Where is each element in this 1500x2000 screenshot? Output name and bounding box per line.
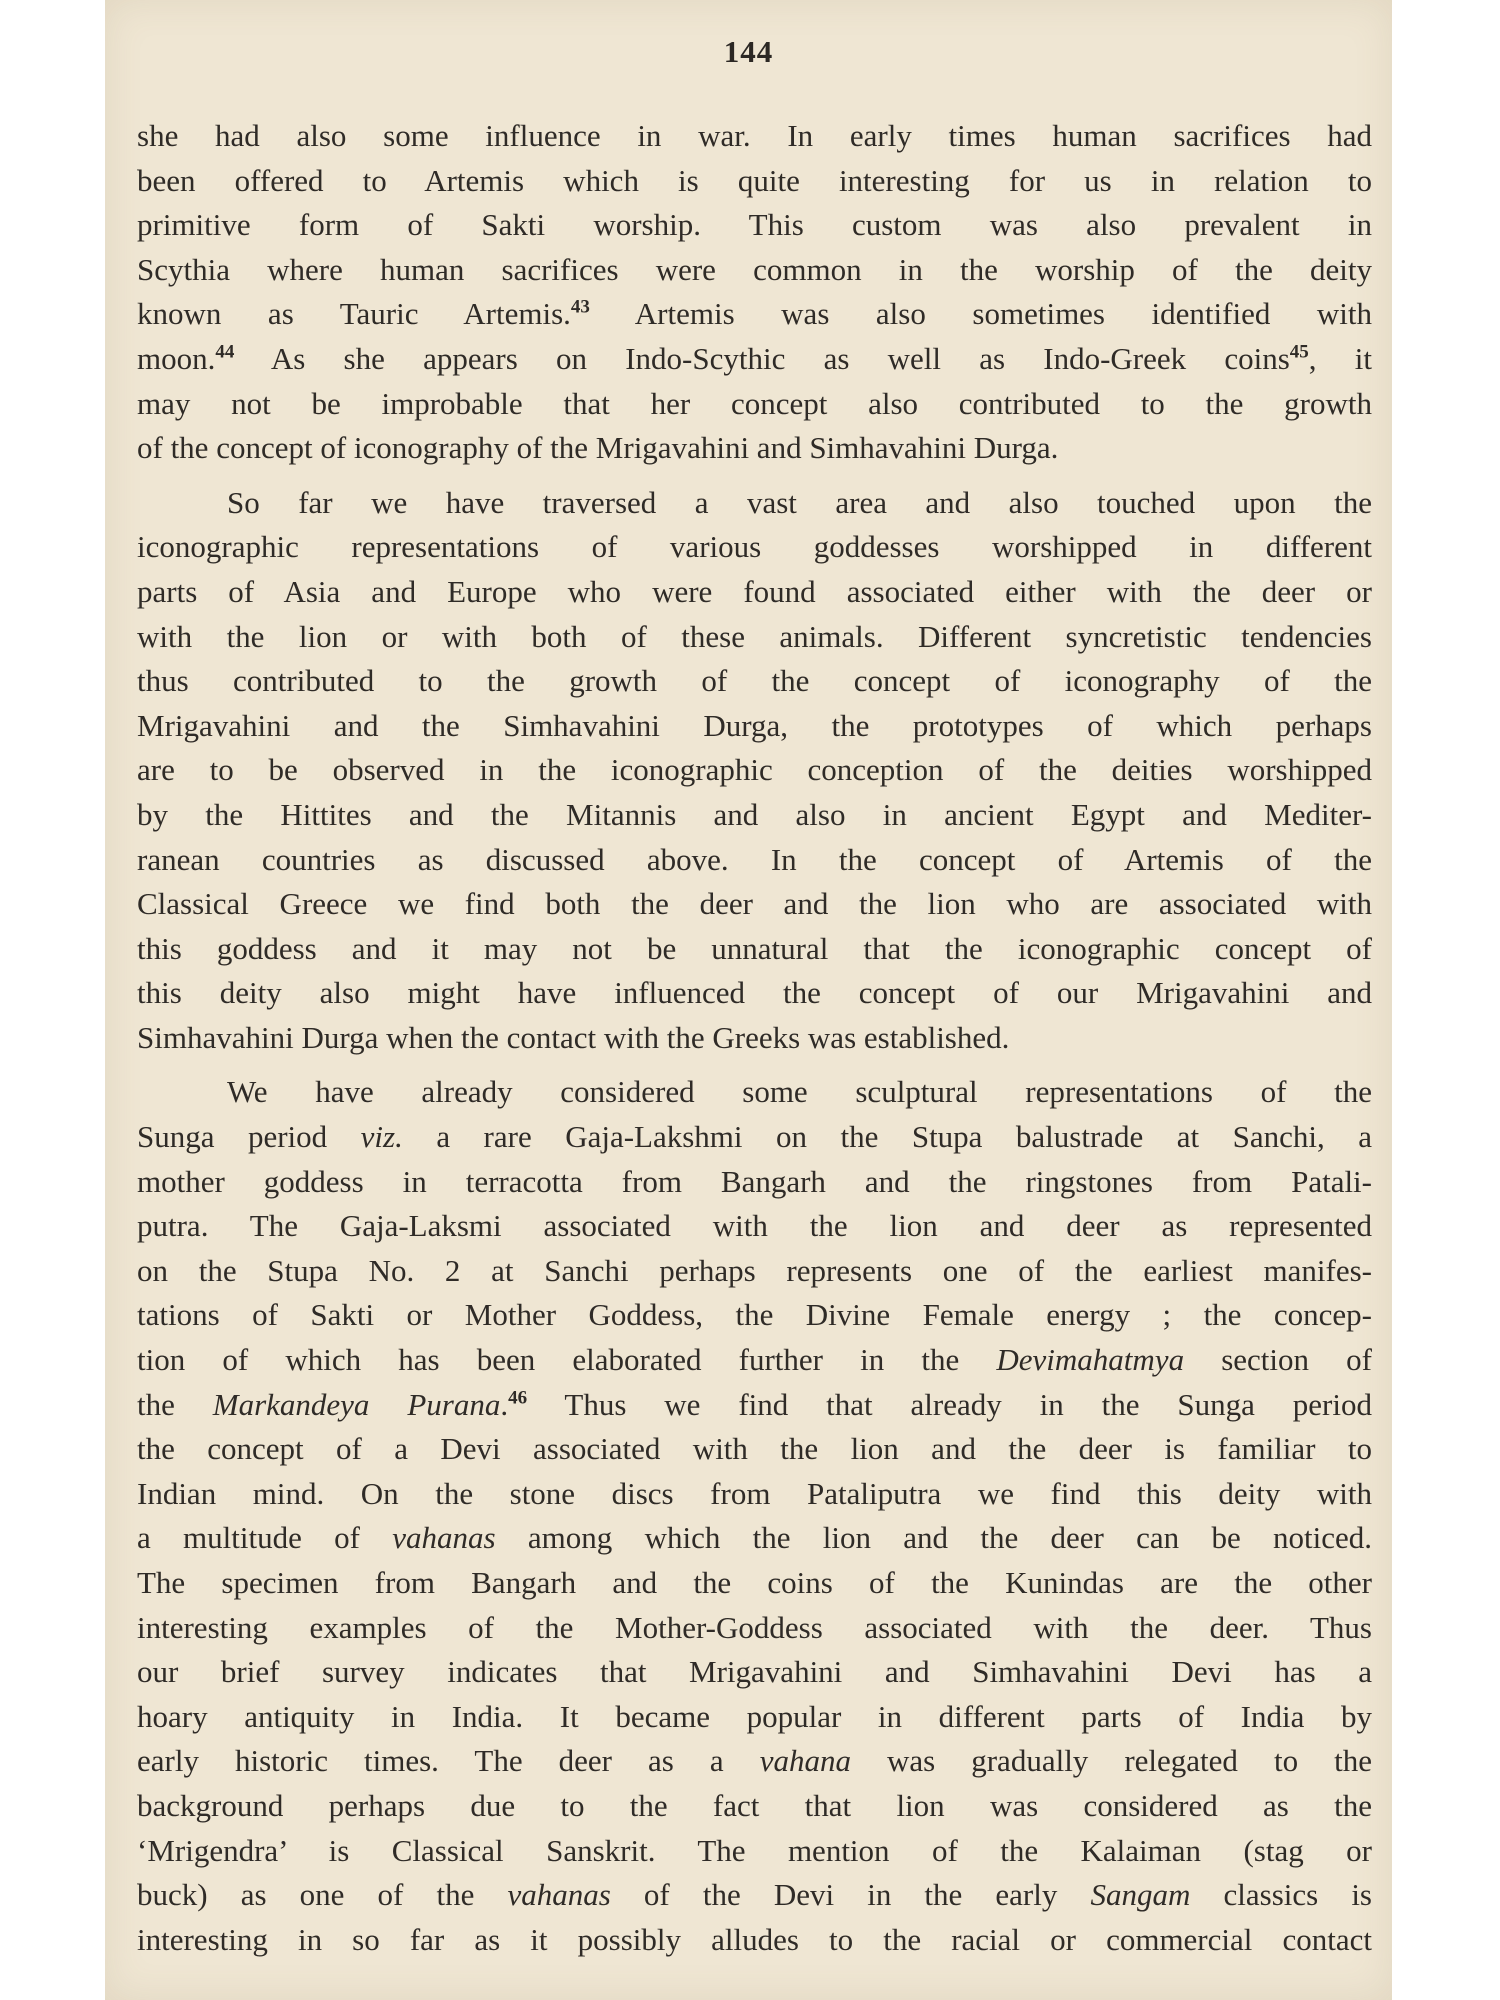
text-run: Classical Greece we find both the deer and the lion who are associated with xyxy=(137,886,1372,922)
paragraph xyxy=(137,481,1372,1061)
text-line xyxy=(137,748,1372,793)
text-line xyxy=(137,570,1372,615)
text-run: thus contributed to the growth of the concept of iconography of the xyxy=(137,663,1372,699)
text-run: are to be observed in the iconographic conception of the deities worshipped xyxy=(137,752,1372,788)
text-run: We have already considered some sculptural representations of the xyxy=(227,1074,1372,1110)
text-line xyxy=(137,615,1372,660)
text-line xyxy=(137,882,1372,927)
text-run: Indian mind. On the stone discs from Pataliputra we find this deity with xyxy=(137,1475,1372,1511)
footnote-ref: 45 xyxy=(1289,341,1309,363)
italic-term: vahanas xyxy=(507,1877,611,1913)
text-line xyxy=(137,704,1372,749)
italic-term: viz. xyxy=(360,1119,403,1155)
text-run: of the Devi in the early xyxy=(610,1877,1091,1913)
paragraph-gap xyxy=(137,1060,1372,1070)
paragraph xyxy=(137,1070,1372,1962)
text-run: by the Hittites and the Mitannis and also in ancient Egypt and Mediter- xyxy=(137,796,1372,832)
text-run: early historic times. The deer as a xyxy=(137,1743,760,1779)
text-run: hoary antiquity in India. It became popular in different parts of India by xyxy=(137,1698,1372,1734)
text-line xyxy=(137,525,1372,570)
text-line xyxy=(137,337,1372,382)
text-line xyxy=(137,1204,1372,1249)
text-line xyxy=(137,1695,1372,1740)
text-line xyxy=(137,793,1372,838)
text-run: known as Tauric Artemis. xyxy=(137,296,571,332)
text-line xyxy=(137,1472,1372,1517)
text-line xyxy=(137,927,1372,972)
text-line xyxy=(137,659,1372,704)
text-line xyxy=(137,1293,1372,1338)
text-run: As she appears on Indo-Scythic as well as Indo-Greek coins xyxy=(234,340,1290,376)
text-line xyxy=(137,1160,1372,1205)
footnote-ref: 43 xyxy=(570,297,590,319)
text-run: interesting examples of the Mother-Goddess associated with the deer. Thus xyxy=(137,1609,1372,1645)
italic-term: Markandeya Purana xyxy=(212,1386,501,1422)
text-run: Sunga period xyxy=(137,1119,361,1155)
text-line xyxy=(137,426,1372,471)
text-run: with the lion or with both of these animals. Different syncretistic tendencies xyxy=(137,618,1372,654)
text-line xyxy=(137,292,1372,337)
text-run: iconographic representations of various goddesses worshipped in different xyxy=(137,529,1372,565)
book-page xyxy=(105,0,1392,2000)
text-line xyxy=(137,1427,1372,1472)
text-run: the concept of a Devi associated with the lion and the deer is familiar to xyxy=(137,1431,1372,1467)
text-line xyxy=(137,382,1372,427)
text-run: background perhaps due to the fact that lion was considered as the xyxy=(137,1787,1372,1823)
text-run: mother goddess in terracotta from Bangarh and the ringstones from Patali- xyxy=(137,1163,1372,1199)
body-text xyxy=(137,114,1372,1962)
text-run: primitive form of Sakti worship. This custom was also prevalent in xyxy=(137,207,1372,243)
text-run: , it xyxy=(1308,340,1372,376)
paragraph-gap xyxy=(137,471,1372,481)
footnote-ref: 44 xyxy=(215,341,235,363)
text-run: may not be improbable that her concept also contributed to the growth xyxy=(137,385,1372,421)
text-run: a multitude of xyxy=(137,1520,393,1556)
text-run: this goddess and it may not be unnatural that the iconographic concept of xyxy=(137,930,1372,966)
text-run: buck) as one of the xyxy=(137,1877,508,1913)
text-line xyxy=(137,159,1372,204)
text-line xyxy=(137,1739,1372,1784)
text-run: the xyxy=(137,1386,213,1422)
page-number: 144 xyxy=(723,34,774,69)
text-run: Scythia where human sacrifices were common in the worship of the deity xyxy=(137,251,1372,287)
text-line xyxy=(137,1070,1372,1115)
text-line xyxy=(137,1918,1372,1963)
text-line xyxy=(137,1784,1372,1829)
text-run: tion of which has been elaborated further in the xyxy=(137,1342,997,1378)
footnote-ref: 46 xyxy=(508,1387,528,1409)
text-run: this deity also might have influenced the concept of our Mrigavahini and xyxy=(137,975,1372,1011)
text-run: was gradually relegated to the xyxy=(850,1743,1372,1779)
text-line xyxy=(137,1829,1372,1874)
text-line xyxy=(137,971,1372,1016)
italic-term: vahanas xyxy=(392,1520,496,1556)
text-run: Artemis was also sometimes identified with xyxy=(589,296,1372,332)
text-run: Simhavahini Durga when the contact with the Greeks was established. xyxy=(137,1019,1010,1055)
italic-term: Devimahatmya xyxy=(996,1342,1185,1378)
text-run: our brief survey indicates that Mrigavahini and Simhavahini Devi has a xyxy=(137,1654,1372,1690)
text-run: been offered to Artemis which is quite interesting for us in relation to xyxy=(137,162,1372,198)
italic-term: vahana xyxy=(759,1743,851,1779)
text-line xyxy=(137,114,1372,159)
text-run: interesting in so far as it possibly alludes to the racial or commercial contact xyxy=(137,1921,1372,1957)
text-run: moon. xyxy=(137,340,216,376)
text-line xyxy=(137,1516,1372,1561)
text-line xyxy=(137,1115,1372,1160)
text-run: section of xyxy=(1184,1342,1373,1378)
text-line xyxy=(137,203,1372,248)
text-line xyxy=(137,1016,1372,1061)
text-run: of the concept of iconography of the Mrigavahini and Simhavahini Durga. xyxy=(137,430,1059,466)
text-run: on the Stupa No. 2 at Sanchi perhaps represents one of the earliest manifes- xyxy=(137,1252,1372,1288)
italic-term: Sangam xyxy=(1090,1877,1191,1913)
text-run: tations of Sakti or Mother Goddess, the Divine Female energy ; the concep- xyxy=(137,1297,1372,1333)
text-run: classics is xyxy=(1190,1877,1372,1913)
text-run: among which the lion and the deer can be noticed. xyxy=(495,1520,1372,1556)
text-run: Thus we find that already in the Sunga period xyxy=(527,1386,1372,1422)
paragraph xyxy=(137,114,1372,471)
text-run: The specimen from Bangarh and the coins of the Kunindas are the other xyxy=(137,1565,1372,1600)
text-line xyxy=(137,1249,1372,1294)
text-line xyxy=(137,1383,1372,1428)
text-line xyxy=(137,481,1372,526)
text-run: ‘Mrigendra’ is Classical Sanskrit. The mention of the Kalaiman (stag or xyxy=(137,1832,1372,1868)
text-run: parts of Asia and Europe who were found associated either with the deer or xyxy=(137,573,1372,609)
text-line xyxy=(137,1338,1372,1383)
text-line xyxy=(137,838,1372,883)
text-run: ranean countries as discussed above. In the concept of Artemis of the xyxy=(137,841,1372,877)
text-line xyxy=(137,1873,1372,1918)
text-line xyxy=(137,1606,1372,1651)
text-run: Mrigavahini and the Simhavahini Durga, the prototypes of which perhaps xyxy=(137,707,1372,743)
text-line xyxy=(137,1561,1372,1606)
text-line xyxy=(137,248,1372,293)
text-line xyxy=(137,1650,1372,1695)
text-run: . xyxy=(500,1386,509,1422)
text-run: putra. The Gaja-Laksmi associated with the lion and deer as represented xyxy=(137,1208,1372,1244)
text-run: So far we have traversed a vast area and also touched upon the xyxy=(227,484,1372,520)
text-run: a rare Gaja-Lakshmi on the Stupa balustrade at Sanchi, a xyxy=(402,1119,1372,1155)
text-run: she had also some influence in war. In early times human sacrifices had xyxy=(137,118,1372,153)
